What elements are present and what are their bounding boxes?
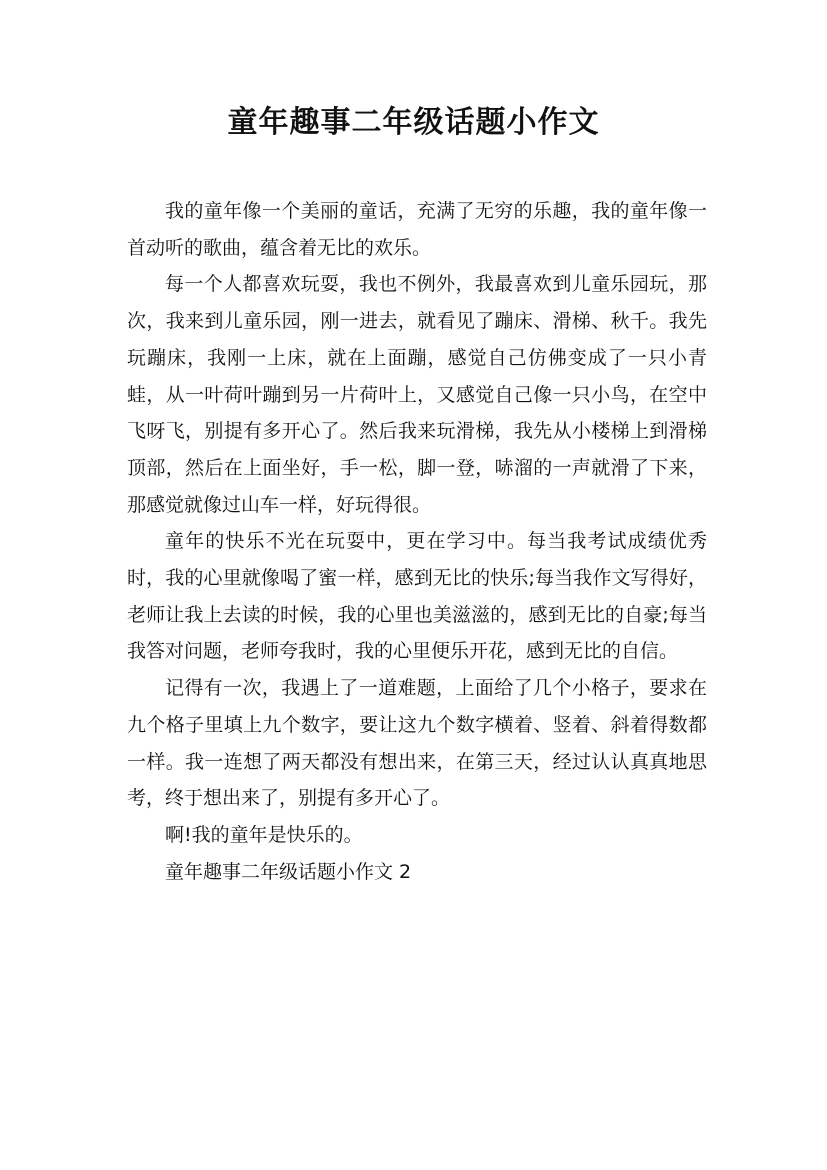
paragraph-2: 每一个人都喜欢玩耍，我也不例外，我最喜欢到儿童乐园玩，那次，我来到儿童乐园，刚一进去，就看见了蹦床、滑梯、秋千。我先玩蹦床，我刚一上床，就在上面蹦，感觉自己仿佛变成了一只小青蛙，从一叶荷叶蹦到另一片荷叶上，又感觉自己像一只小鸟，在空中飞呀飞，别提有多开心了。然后我来玩滑梯，我先从小楼梯上到滑梯顶部，然后在上面坐好，手一松，脚一登，哧溜的一声就滑了下来，那感觉就像过山车一样，好玩得很。 [127, 273, 707, 516]
paragraph-3: 童年的快乐不光在玩耍中，更在学习中。每当我考试成绩优秀时，我的心里就像喝了蜜一样，感到无比的快乐;每当我作文写得好，老师让我上去读的时候，我的心里也美滋滋的，感到无比的自豪;每当我答对问题，老师夸我时，我的心里便乐开花，感到无比的自信。 [127, 530, 707, 663]
document-title: 童年趣事二年级话题小作文 [227, 105, 600, 140]
paragraph-4: 记得有一次，我遇上了一道难题，上面给了几个小格子，要求在九个格子里填上九个数字，要让这九个数字横着、竖着、斜着得数都一样。我一连想了两天都没有想出来，在第三天，经过认认真真地思考，终于想出来了，别提有多开心了。 [127, 677, 707, 810]
paragraph-1: 我的童年像一个美丽的童话，充满了无穷的乐趣，我的童年像一首动听的歌曲，蕴含着无比的欢乐。 [127, 200, 707, 259]
paragraph-5: 啊!我的童年是快乐的。 [165, 823, 363, 846]
section-heading-2: 童年趣事二年级话题小作文 2 [165, 860, 412, 883]
document-body [127, 193, 707, 890]
